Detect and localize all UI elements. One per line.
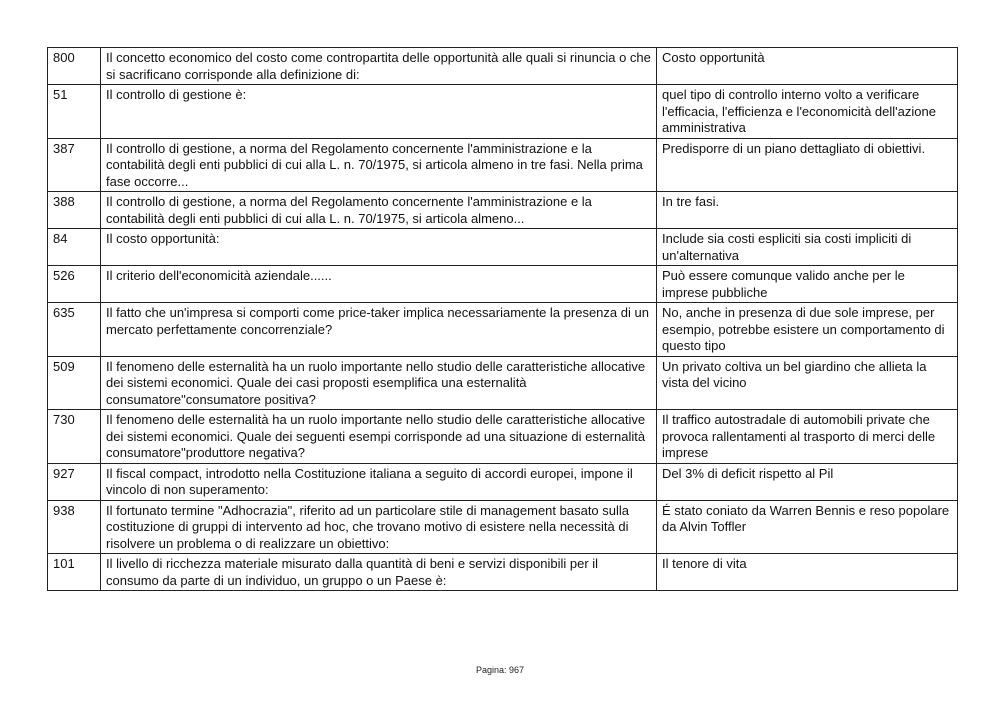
answer-text: Può essere comunque valido anche per le imprese pubbliche xyxy=(657,266,958,303)
table-row xyxy=(48,500,958,554)
question-number: 730 xyxy=(48,410,101,464)
question-number: 388 xyxy=(48,192,101,229)
question-number: 526 xyxy=(48,266,101,303)
table-row xyxy=(48,356,958,410)
answer-text: É stato coniato da Warren Bennis e reso popolare da Alvin Toffler xyxy=(657,500,958,554)
qa-table-body xyxy=(48,48,958,591)
table-row xyxy=(48,266,958,303)
table-row xyxy=(48,48,958,85)
question-text: Il fortunato termine "Adhocrazia", riferito ad un particolare stile di management basato sulla costituzione di gruppi di intervento ad hoc, che trovano motivo di esistere nella necessità di risolvere un problema o di realizzare un obiettivo: xyxy=(101,500,657,554)
answer-text: Predisporre di un piano dettagliato di obiettivi. xyxy=(657,138,958,192)
question-text: Il livello di ricchezza materiale misurato dalla quantità di beni e servizi disponibili per il consumo da parte di un individuo, un gruppo o un Paese è: xyxy=(101,554,657,591)
answer-text: Il tenore di vita xyxy=(657,554,958,591)
question-number: 51 xyxy=(48,85,101,139)
question-text: Il controllo di gestione, a norma del Regolamento concernente l'amministrazione e la contabilità degli enti pubblici di cui alla L. n. 70/1975, si articola almeno in tre fasi. Nella prima fase occorre... xyxy=(101,138,657,192)
question-text: Il controllo di gestione è: xyxy=(101,85,657,139)
table-row xyxy=(48,192,958,229)
question-number: 938 xyxy=(48,500,101,554)
answer-text: Costo opportunità xyxy=(657,48,958,85)
question-number: 800 xyxy=(48,48,101,85)
question-text: Il costo opportunità: xyxy=(101,229,657,266)
answer-text: Il traffico autostradale di automobili private che provoca rallentamenti al trasporto di merci delle imprese xyxy=(657,410,958,464)
table-row xyxy=(48,554,958,591)
table-row xyxy=(48,303,958,357)
question-text: Il fatto che un'impresa si comporti come price-taker implica necessariamente la presenza di un mercato perfettamente concorrenziale? xyxy=(101,303,657,357)
table-row xyxy=(48,410,958,464)
table-row xyxy=(48,463,958,500)
answer-text: No, anche in presenza di due sole imprese, per esempio, potrebbe esistere un comportamento di questo tipo xyxy=(657,303,958,357)
answer-text: Del 3% di deficit rispetto al Pil xyxy=(657,463,958,500)
answer-text: Include sia costi espliciti sia costi impliciti di un'alternativa xyxy=(657,229,958,266)
question-text: Il controllo di gestione, a norma del Regolamento concernente l'amministrazione e la contabilità degli enti pubblici di cui alla L. n. 70/1975, si articola almeno... xyxy=(101,192,657,229)
question-text: Il fenomeno delle esternalità ha un ruolo importante nello studio delle caratteristiche allocative dei sistemi economici. Quale dei seguenti esempi corrisponde ad una situazione di esternalità consumatore"produttore negativa? xyxy=(101,410,657,464)
answer-text: Un privato coltiva un bel giardino che allieta la vista del vicino xyxy=(657,356,958,410)
question-number: 84 xyxy=(48,229,101,266)
question-number: 635 xyxy=(48,303,101,357)
answer-text: quel tipo di controllo interno volto a verificare l'efficacia, l'efficienza e l'economicità dell'azione amministrativa xyxy=(657,85,958,139)
question-text: Il concetto economico del costo come contropartita delle opportunità alle quali si rinuncia o che si sacrificano corrisponde alla definizione di: xyxy=(101,48,657,85)
question-number: 927 xyxy=(48,463,101,500)
page-footer: Pagina: 967 xyxy=(475,665,525,675)
table-row xyxy=(48,85,958,139)
answer-text: In tre fasi. xyxy=(657,192,958,229)
question-text: Il criterio dell'economicità aziendale...... xyxy=(101,266,657,303)
table-row xyxy=(48,229,958,266)
question-number: 101 xyxy=(48,554,101,591)
qa-table xyxy=(47,47,958,591)
question-number: 509 xyxy=(48,356,101,410)
question-text: Il fenomeno delle esternalità ha un ruolo importante nello studio delle caratteristiche allocative dei sistemi economici. Quale dei casi proposti esemplifica una esternalità consumatore"consumatore positiva? xyxy=(101,356,657,410)
question-number: 387 xyxy=(48,138,101,192)
question-text: Il fiscal compact, introdotto nella Costituzione italiana a seguito di accordi europei, impone il vincolo di non superamento: xyxy=(101,463,657,500)
table-row xyxy=(48,138,958,192)
